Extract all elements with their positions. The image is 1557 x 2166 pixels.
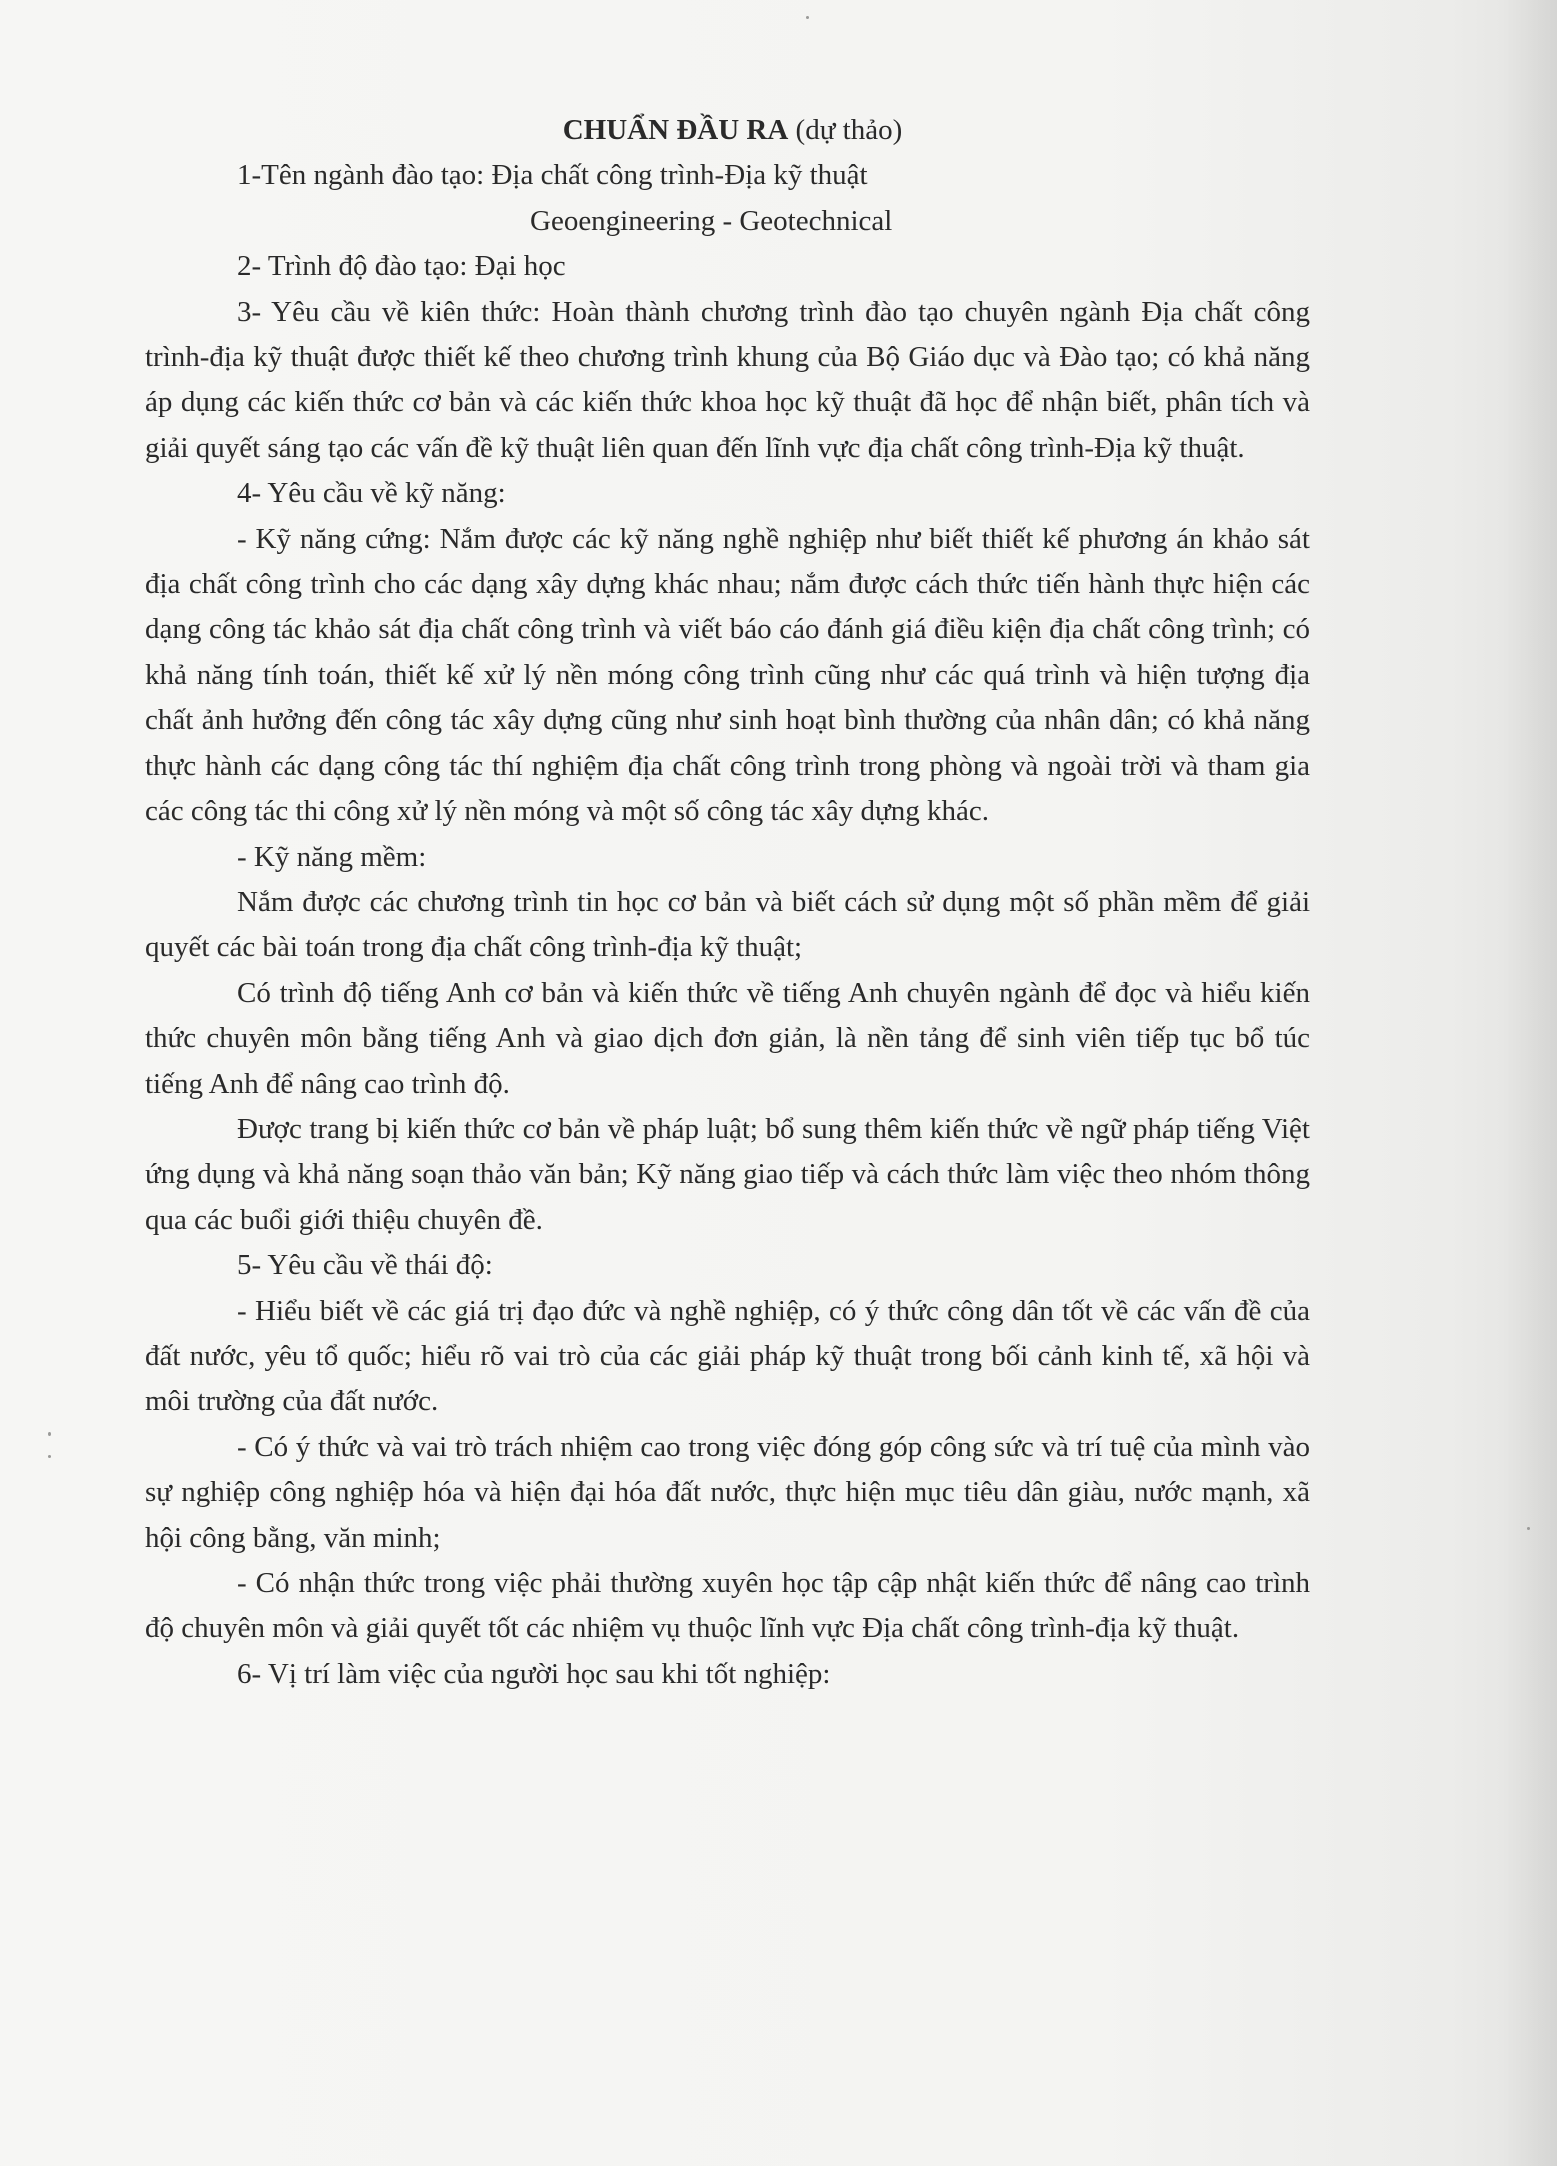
scan-speck — [1527, 1527, 1530, 1530]
knowledge-requirements: 3- Yêu cầu về kiên thức: Hoàn thành chương trình đào tạo chuyên ngành Địa chất công trình-địa kỹ thuật được thiết kế theo chương trình khung của Bộ Giáo dục và Đào tạo; có khả năng áp dụng các kiến thức cơ bản và các kiến thức khoa học kỹ thuật đã học để nhận biết, phân tích và giải quyết sáng tạo các vấn đề kỹ thuật liên quan đến lĩnh vực địa chất công trình-Địa kỹ thuật. — [145, 295, 1310, 464]
workplace-heading: 6- Vị trí làm việc của người học sau khi tốt nghiệp: — [237, 1657, 831, 1690]
scan-speck — [48, 1432, 51, 1436]
title-main: CHUẨN ĐẦU RA — [562, 114, 789, 146]
training-level: 2- Trình độ đào tạo: Đại học — [237, 250, 566, 283]
attitude-ethics: - Hiểu biết về các giá trị đạo đức và nghề nghiệp, có ý thức công dân tốt về các vấn đề của đất nước, yêu tổ quốc; hiểu rõ vai trò của các giải pháp kỹ thuật trong bối cảnh kinh tế, xã hội và môi trường của đất nước. — [145, 1294, 1310, 1418]
major-name-en: Geoengineering - Geotechnical — [530, 204, 893, 237]
attitude-heading: 5- Yêu cầu về thái độ: — [237, 1249, 493, 1282]
soft-skill-it: Nắm được các chương trình tin học cơ bản và biết cách sử dụng một số phần mềm để giải quyết các bài toán trong địa chất công trình-địa kỹ thuật; — [145, 885, 1310, 964]
title-note: (dự thảo) — [788, 114, 903, 146]
document-title — [145, 108, 1310, 153]
document-body — [145, 108, 1310, 1697]
soft-skills-heading: - Kỹ năng mềm: — [237, 840, 427, 873]
hard-skills: - Kỹ năng cứng: Nắm được các kỹ năng nghề nghiệp như biết thiết kế phương án khảo sát địa chất công trình cho các dạng xây dựng khác nhau; nắm được cách thức tiến hành thực hiện các dạng công tác khảo sát địa chất công trình và viết báo cáo đánh giá điều kiện địa chất công trình; có khả năng tính toán, thiết kế xử lý nền móng công trình cũng như các quá trình và hiện tượng địa chất ảnh hưởng đến công tác xây dựng cũng như sinh hoạt bình thường của nhân dân; có khả năng thực hành các dạng công tác thí nghiệm địa chất công trình trong phòng và ngoài trời và tham gia các công tác thi công xử lý nền móng và một số công tác xây dựng khác. — [145, 522, 1310, 828]
skills-heading: 4- Yêu cầu về kỹ năng: — [237, 477, 506, 510]
page-edge-shadow — [1502, 0, 1557, 2166]
major-name-vi: 1-Tên ngành đào tạo: Địa chất công trình-Địa kỹ thuật — [237, 159, 868, 192]
attitude-responsibility: - Có ý thức và vai trò trách nhiệm cao trong việc đóng góp công sức và trí tuệ của mình vào sự nghiệp công nghiệp hóa và hiện đại hóa đất nước, thực hiện mục tiêu dân giàu, nước mạnh, xã hội công bằng, văn minh; — [145, 1430, 1310, 1554]
scan-speck — [806, 16, 809, 19]
attitude-learning: - Có nhận thức trong việc phải thường xuyên học tập cập nhật kiến thức để nâng cao trình độ chuyên môn và giải quyết tốt các nhiệm vụ thuộc lĩnh vực Địa chất công trình-địa kỹ thuật. — [145, 1567, 1310, 1645]
soft-skill-law: Được trang bị kiến thức cơ bản về pháp luật; bổ sung thêm kiến thức về ngữ pháp tiếng Việt ứng dụng và khả năng soạn thảo văn bản; Kỹ năng giao tiếp và cách thức làm việc theo nhóm thông qua các buổi giới thiệu chuyên đề. — [145, 1112, 1310, 1236]
soft-skill-english: Có trình độ tiếng Anh cơ bản và kiến thức về tiếng Anh chuyên ngành để đọc và hiểu kiến thức chuyên môn bằng tiếng Anh và giao dịch đơn giản, là nền tảng để sinh viên tiếp tục bổ túc tiếng Anh để nâng cao trình độ. — [145, 976, 1310, 1100]
scan-speck — [48, 1455, 51, 1458]
